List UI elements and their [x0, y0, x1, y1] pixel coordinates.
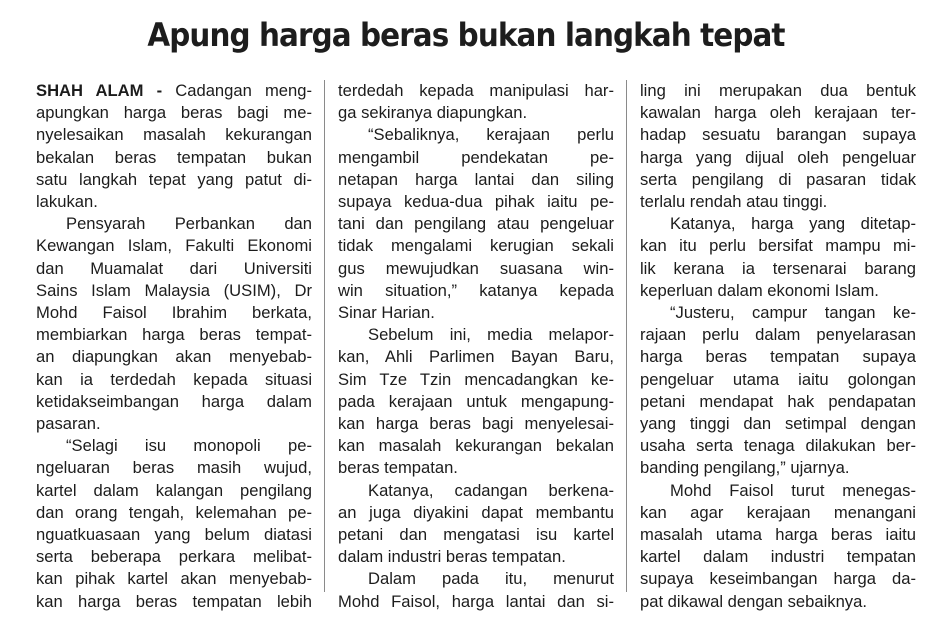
article-line: rajaan perlu dalam penyelarasan — [640, 325, 916, 345]
article-line: masalah utama harga beras iaitu — [640, 525, 916, 545]
article-column-1 — [36, 80, 312, 613]
article-line: usaha serta tenaga dilakukan ber- — [640, 436, 916, 456]
dateline: SHAH ALAM - — [36, 81, 176, 100]
article-line: hadap sesuatu barangan supaya — [640, 125, 916, 145]
article-line: lakukan. — [36, 192, 98, 212]
article-line: Mohd Faisol, harga lantai dan si- — [338, 591, 614, 611]
article-line: kan harga beras bagi menyelesai- — [338, 414, 614, 434]
article-line: kan, Ahli Parlimen Bayan Baru, — [338, 347, 614, 367]
article-line: dalam industri beras tempatan. — [338, 547, 566, 567]
article-line: petani mendapat hak pendapatan — [640, 391, 916, 411]
article-line: kan harga beras tempatan lebih — [36, 591, 312, 611]
article-line: kan pihak kartel akan menyebab- — [36, 569, 312, 589]
article-line: ling ini merupakan dua bentuk — [640, 81, 916, 100]
article-column-3 — [640, 80, 916, 613]
article-line: serta pengilang di pasaran tidak — [640, 169, 916, 189]
article-line: win situation,” katanya kepada — [338, 280, 614, 300]
article-line: supaya keseimbangan harga da- — [640, 569, 916, 589]
article-line: pat dikawal dengan sebaiknya. — [640, 591, 867, 611]
article-line: banding pengilang,” ujarnya. — [640, 458, 850, 478]
article-line: gus mewujudkan suasana win- — [338, 258, 614, 278]
article-line: beras tempatan. — [338, 458, 458, 478]
article-line: dan orang tengah, kelemahan pe- — [36, 502, 312, 522]
article-line: SHAH ALAM - Cadangan meng- — [36, 81, 312, 100]
article-line: tani dan pengilang atau pengeluar — [338, 214, 614, 234]
article-line: keperluan dalam ekonomi Islam. — [640, 280, 879, 300]
article-line: “Justeru, campur tangan ke- — [670, 303, 916, 323]
article-line: Pensyarah Perbankan dan — [66, 214, 312, 234]
article-line: harga yang dijual oleh pengeluar — [640, 147, 916, 167]
article-line: kan masalah kekurangan bekalan — [338, 436, 614, 456]
article-line: Sim Tze Tzin mencadangkan ke- — [338, 369, 614, 389]
article-line: Sebelum ini, media melapor- — [368, 325, 614, 345]
article-line: kartel dalam industri tempatan — [640, 547, 916, 567]
article-line: harga beras tempatan supaya — [640, 347, 916, 367]
article-line: pada kerajaan untuk mengapung- — [338, 391, 614, 411]
article-line: Dalam pada itu, menurut — [368, 569, 614, 589]
article-line: satu langkah tepat yang patut di- — [36, 169, 312, 189]
article-line: kawalan harga oleh kerajaan ter- — [640, 103, 916, 123]
article-column-2 — [338, 80, 614, 613]
article-line: ngeluaran beras masih wujud, — [36, 458, 312, 478]
article-line: mengambil pendekatan pe- — [338, 147, 614, 167]
article-line: apungkan harga beras bagi me- — [36, 103, 312, 123]
article-line: Kewangan Islam, Fakulti Ekonomi — [36, 236, 312, 256]
article-line: an juga diyakini dapat membantu — [338, 502, 614, 522]
article-line: Katanya, cadangan berkena- — [368, 480, 614, 500]
article-line: dan Muamalat dari Universiti — [36, 258, 312, 278]
article-line: “Selagi isu monopoli pe- — [66, 436, 312, 456]
article-line: kartel dalam kalangan pengilang — [36, 480, 312, 500]
article-line: terlalu rendah atau tinggi. — [640, 192, 828, 212]
column-divider — [626, 80, 627, 592]
column-divider — [324, 80, 325, 592]
article-line: an diapungkan akan menyebab- — [36, 347, 312, 367]
article-line: terdedah kepada manipulasi har- — [338, 81, 614, 100]
article-line: Sinar Harian. — [338, 303, 435, 323]
article-line: lik kerana ia tersenarai barang — [640, 258, 916, 278]
article-line: kan itu perlu bersifat mampu mi- — [640, 236, 916, 256]
article-line: petani dan mengatasi isu kartel — [338, 525, 614, 545]
article-line: serta beberapa perkara melibat- — [36, 547, 312, 567]
headline: Apung harga beras bukan langkah tepat — [147, 16, 785, 54]
article-line: pengeluar utama iaitu golongan — [640, 369, 916, 389]
article-line: bekalan beras tempatan bukan — [36, 147, 312, 167]
article-line: membiarkan harga beras tempat- — [36, 325, 312, 345]
article-line: Mohd Faisol Ibrahim berkata, — [36, 303, 312, 323]
article-line: kan agar kerajaan menangani — [640, 502, 916, 522]
article-line: nguatkuasaan yang belum diatasi — [36, 525, 312, 545]
article-line: supaya kedua-dua pihak iaitu pe- — [338, 192, 614, 212]
article-line: pasaran. — [36, 414, 101, 434]
article-line: nyelesaikan masalah kekurangan — [36, 125, 312, 145]
article-line: tidak mengalami kerugian sekali — [338, 236, 614, 256]
article-line: yang tinggi dan setimpal dengan — [640, 414, 916, 434]
article-line: ketidakseimbangan harga dalam — [36, 391, 312, 411]
article-line: Katanya, harga yang ditetap- — [670, 214, 916, 234]
article-line: kan ia terdedah kepada situasi — [36, 369, 312, 389]
article-line: Mohd Faisol turut menegas- — [670, 480, 916, 500]
article-line: Sains Islam Malaysia (USIM), Dr — [36, 280, 312, 300]
article-line: “Sebaliknya, kerajaan perlu — [368, 125, 614, 145]
article-line: netapan harga lantai dan siling — [338, 169, 614, 189]
article-line: ga sekiranya diapungkan. — [338, 103, 528, 123]
